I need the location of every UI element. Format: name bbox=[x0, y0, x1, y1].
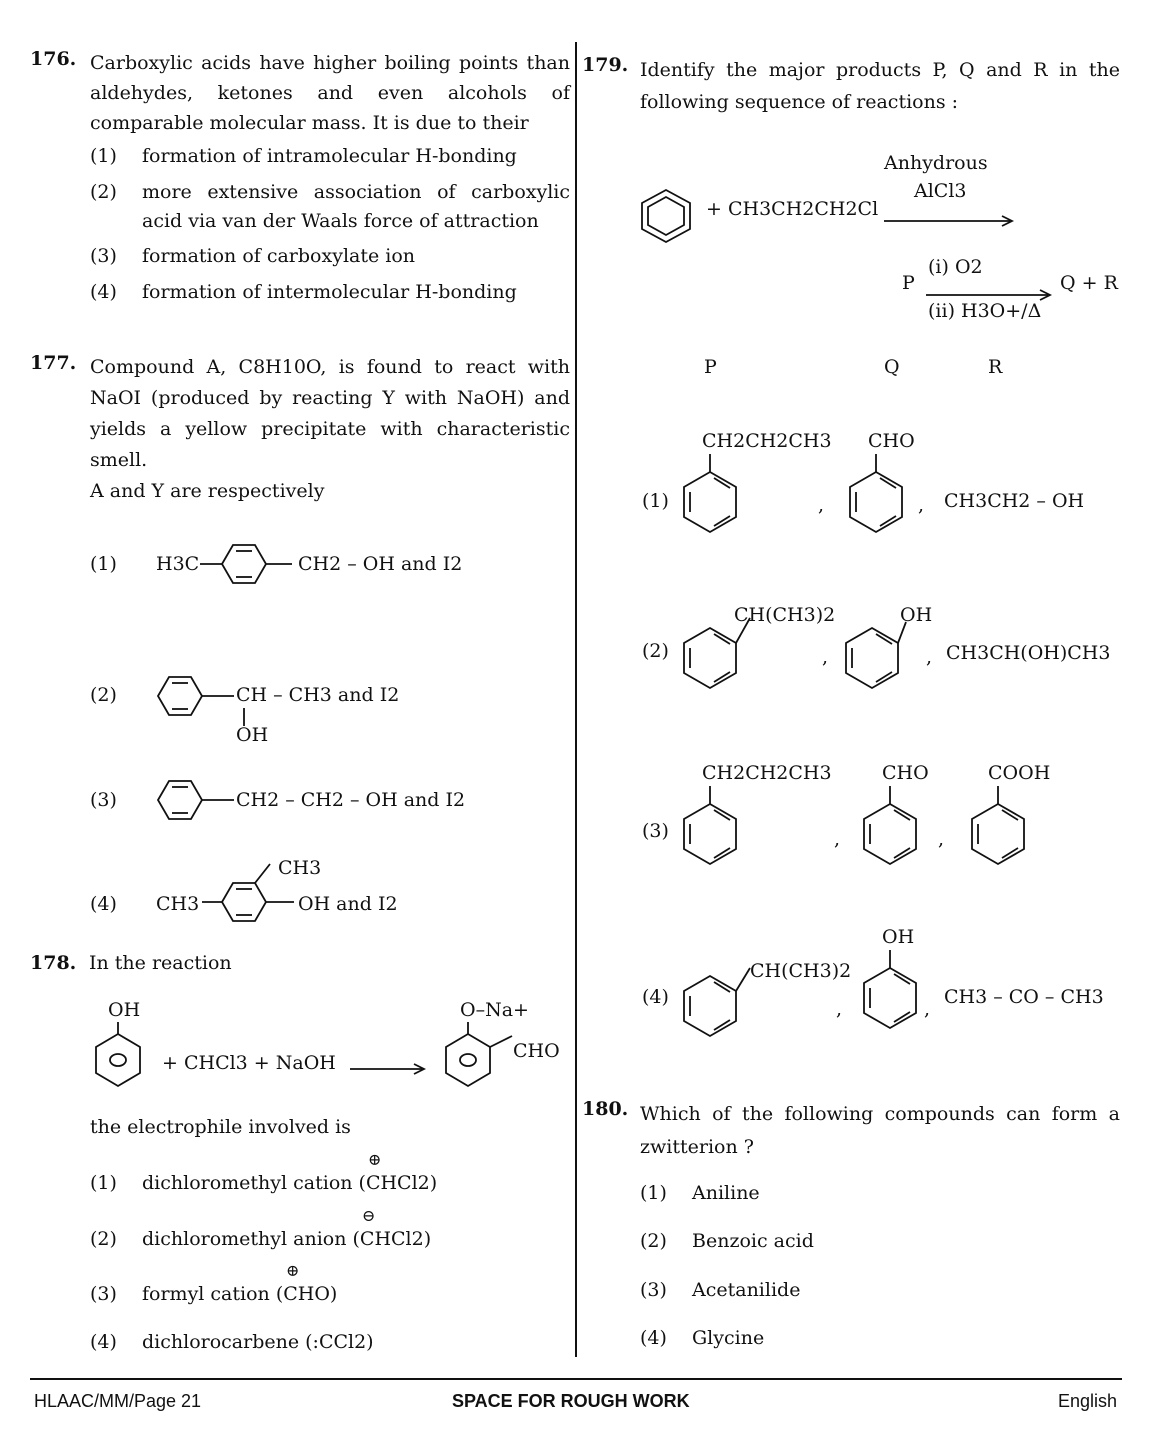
option-number: (1) bbox=[640, 1182, 667, 1204]
plus-charge-icon: ⊕ bbox=[368, 1150, 382, 1169]
reagent-anhydrous: Anhydrous bbox=[884, 152, 988, 174]
reagent-alcl3: AlCl3 bbox=[914, 180, 967, 202]
benzene-ring-icon bbox=[864, 786, 920, 866]
reaction-arrow-icon bbox=[884, 214, 1018, 228]
footer-divider bbox=[30, 1378, 1122, 1380]
comma: , bbox=[924, 998, 931, 1020]
question-text-ask: A and Y are respectively bbox=[90, 480, 325, 502]
reagents: + CHCl3 + NaOH bbox=[162, 1052, 336, 1074]
p-label: P bbox=[902, 272, 915, 294]
question-text bbox=[90, 352, 570, 507]
option-number: (4) bbox=[90, 281, 117, 303]
header-q: Q bbox=[884, 356, 900, 378]
option-text: formation of carboxylate ion bbox=[142, 245, 416, 267]
phenol-ring-icon bbox=[90, 1022, 150, 1092]
step2-top: (i) O2 bbox=[928, 256, 983, 278]
benzene-ring-icon bbox=[640, 188, 696, 244]
option-1-right-group: CH2 – OH and I2 bbox=[298, 553, 463, 575]
option-4-top-group: CH3 bbox=[278, 857, 322, 879]
question-text: Carboxylic acids have higher boiling points than aldehydes, ketones and even alcohols of comparable molecular mass. It is due to their bbox=[90, 52, 570, 134]
comma: , bbox=[822, 646, 829, 668]
option-text: Aniline bbox=[692, 1182, 760, 1204]
benzene-ring-icon bbox=[850, 454, 906, 534]
option-text: formation of intramolecular H-bonding bbox=[142, 145, 517, 167]
step2-bottom: (ii) H3O+/Δ bbox=[928, 300, 1042, 322]
benzene-ring-icon bbox=[684, 786, 740, 866]
option-1-q-group: CHO bbox=[868, 430, 915, 452]
option-4-p-group: CH(CH3)2 bbox=[750, 960, 852, 982]
option-number: (4) bbox=[640, 1327, 667, 1349]
option-text: more extensive association of carboxylic acid via van der Waals force of attraction bbox=[142, 181, 570, 232]
question-text: In the reaction bbox=[89, 952, 232, 974]
option-number-2[interactable]: (2) bbox=[642, 640, 669, 662]
phenoxide-label: O–Na+ bbox=[460, 999, 529, 1021]
question-number: 178. bbox=[30, 952, 77, 974]
comma: , bbox=[938, 828, 945, 850]
option-number-3[interactable]: (3) bbox=[642, 820, 669, 842]
option-number-2[interactable]: (2) bbox=[90, 684, 117, 706]
question-number: 179. bbox=[582, 54, 629, 76]
benzene-ring-icon bbox=[972, 786, 1028, 866]
option-text: dichloromethyl anion (CHCl2) bbox=[142, 1228, 432, 1250]
cho-label: CHO bbox=[513, 1040, 560, 1062]
products-label: Q + R bbox=[1060, 272, 1118, 294]
question-ask: the electrophile involved is bbox=[90, 1116, 351, 1138]
option-3-p-group: CH2CH2CH3 bbox=[702, 762, 832, 784]
option-4-q-group: OH bbox=[882, 926, 915, 948]
benzene-ring-icon bbox=[864, 950, 920, 1038]
plus-charge-icon: ⊕ bbox=[286, 1261, 300, 1280]
benzene-ring-icon bbox=[158, 778, 238, 822]
question-text-body: Compound A, C8H10O, is found to react with NaOI (produced by reacting Y with NaOH) and yields a yellow precipitate with characteristic smell. bbox=[90, 356, 570, 471]
option-number-3[interactable]: (3) bbox=[90, 789, 117, 811]
option-2-r-group: CH3CH(OH)CH3 bbox=[946, 642, 1111, 664]
option-2-q-group: OH bbox=[900, 604, 933, 626]
option-4-right-group: OH and I2 bbox=[298, 893, 398, 915]
option-text: dichloromethyl cation (CHCl2) bbox=[142, 1172, 438, 1194]
option-1-r-group: CH3CH2 – OH bbox=[944, 490, 1085, 512]
comma: , bbox=[836, 998, 843, 1020]
option-text: Benzoic acid bbox=[692, 1230, 814, 1252]
question-text: Identify the major products P, Q and R in the following sequence of reactions : bbox=[640, 59, 1120, 113]
option-4-left-group: CH3 bbox=[156, 893, 200, 915]
option-3-q-group: CHO bbox=[882, 762, 929, 784]
option-text: formyl cation (CHO) bbox=[142, 1283, 338, 1305]
header-r: R bbox=[988, 356, 1003, 378]
comma: , bbox=[926, 646, 933, 668]
option-text: Acetanilide bbox=[692, 1279, 801, 1301]
question-text: Which of the following compounds can form a zwitterion ? bbox=[640, 1103, 1120, 1158]
benzene-ring-icon bbox=[158, 674, 238, 718]
option-text: dichlorocarbene (:CCl2) bbox=[142, 1331, 374, 1353]
footer-rough-work: SPACE FOR ROUGH WORK bbox=[452, 1391, 690, 1411]
option-number-1[interactable]: (1) bbox=[90, 553, 117, 575]
footer-page-id: HLAAC/MM/Page 21 bbox=[34, 1391, 202, 1411]
option-number-1[interactable]: (1) bbox=[642, 490, 669, 512]
option-number: (1) bbox=[90, 1172, 117, 1194]
option-number-4[interactable]: (4) bbox=[642, 986, 669, 1008]
option-number: (3) bbox=[90, 245, 117, 267]
footer-language: English bbox=[1058, 1391, 1118, 1411]
option-1-p-group: CH2CH2CH3 bbox=[702, 430, 832, 452]
option-number: (2) bbox=[640, 1230, 667, 1252]
header-p: P bbox=[704, 356, 717, 378]
reactant-label: + CH3CH2CH2Cl bbox=[706, 198, 879, 220]
option-number: (2) bbox=[90, 181, 117, 203]
comma: , bbox=[818, 494, 825, 516]
question-number: 176. bbox=[30, 48, 77, 70]
option-number: (1) bbox=[90, 145, 117, 167]
option-number-4[interactable]: (4) bbox=[90, 893, 117, 915]
option-4-r-group: CH3 – CO – CH3 bbox=[944, 986, 1104, 1008]
option-1-left-group: H3C bbox=[156, 553, 200, 575]
option-2-p-group: CH(CH3)2 bbox=[734, 604, 836, 626]
question-number: 177. bbox=[30, 352, 77, 374]
benzene-ring-icon bbox=[684, 454, 740, 534]
comma: , bbox=[834, 828, 841, 850]
reaction-arrow-icon bbox=[350, 1062, 430, 1076]
option-text: formation of intermolecular H-bonding bbox=[142, 281, 517, 303]
option-number: (2) bbox=[90, 1228, 117, 1250]
option-2-oh: OH bbox=[236, 724, 269, 746]
option-3-r-group: COOH bbox=[988, 762, 1051, 784]
phenol-oh-label: OH bbox=[108, 999, 141, 1021]
comma: , bbox=[918, 494, 925, 516]
option-3-right-group: CH2 – CH2 – OH and I2 bbox=[236, 789, 466, 811]
question-number: 180. bbox=[582, 1098, 629, 1120]
benzene-ring-icon bbox=[200, 542, 300, 586]
option-2-right-group: CH – CH3 and I2 bbox=[236, 684, 400, 706]
option-number: (4) bbox=[90, 1331, 117, 1353]
option-text: Glycine bbox=[692, 1327, 765, 1349]
minus-charge-icon: ⊖ bbox=[362, 1206, 376, 1225]
option-number: (3) bbox=[90, 1283, 117, 1305]
column-divider bbox=[575, 42, 577, 1357]
option-number: (3) bbox=[640, 1279, 667, 1301]
